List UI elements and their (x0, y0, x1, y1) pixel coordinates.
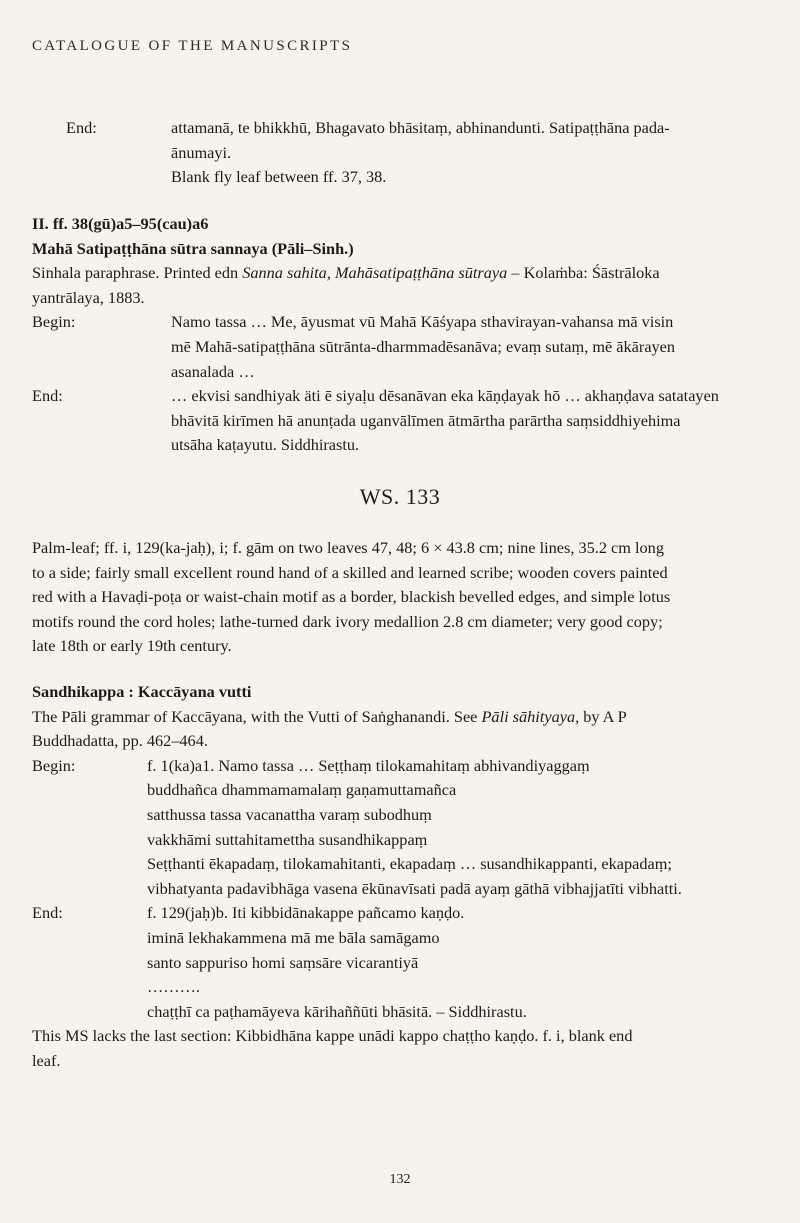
description-line-2: Buddhadatta, pp. 462–464. (32, 731, 208, 751)
end-label: End: (66, 118, 97, 137)
text-line: iminā lekhakammena mā me bāla samāgamo (147, 927, 440, 947)
text-line: mē Mahā-satipaṭṭhāna sūtrānta-dharmmadēsanāva; evaṃ sutaṃ, mē ākārayen (171, 336, 676, 356)
end-row (32, 384, 762, 458)
section-ii (32, 212, 762, 458)
begin-label: Begin: (32, 312, 76, 332)
text-line: Seṭṭhanti ēkapadaṃ, tilokamahitanti, ekapadaṃ … susandhikappanti, ekapadaṃ; (147, 854, 672, 874)
text-line: motifs round the cord holes; lathe-turned dark ivory medallion 2.8 cm diameter; very good copy; (32, 611, 663, 631)
ellipsis-line: ………. (147, 977, 200, 997)
manuscript-title: WS. 133 (359, 484, 441, 509)
page-number: 132 (389, 1172, 411, 1187)
text-line: vakkhāmi suttahitamettha susandhikappaṃ (147, 829, 428, 849)
text-line: asanalada … (171, 361, 255, 381)
begin-row (32, 754, 762, 902)
text-line: … ekvisi sandhiyak äti ē siyaḷu dēsanāvan eka kāṇḍayak hō … akhaṇḍava satatayen (171, 386, 719, 406)
closing-note-2: leaf. (32, 1050, 61, 1070)
end-row (66, 116, 766, 190)
text-line: ānumayi. (171, 142, 232, 162)
text-line: attamanā, te bhikkhū, Bhagavato bhāsitaṃ, abhinandunti. Satipaṭṭhāna pada- (171, 118, 670, 137)
text-line: f. 129(jaḥ)b. Iti kibbidānakappe pañcamo kaṇḍo. (147, 903, 465, 923)
text-line: utsāha kaṭayutu. Siddhirastu. (171, 435, 360, 455)
end-label: End: (32, 386, 63, 406)
sandhikappa-entry (32, 680, 762, 1074)
blank-leaf-note: Blank fly leaf between ff. 37, 38. (171, 167, 387, 187)
previous-item-end (66, 116, 766, 190)
text-line: to a side; fairly small excellent round hand of a skilled and learned scribe; wooden covers painted (32, 562, 668, 582)
section-title: Mahā Satipaṭṭhāna sūtra sannaya (Pāli–Sinh.) (32, 238, 354, 258)
end-label: End: (32, 903, 63, 923)
text-line: satthussa tassa vacanattha varaṃ subodhuṃ (147, 804, 432, 824)
text-line: Palm-leaf; ff. i, 129(ka-jaḥ), i; f. gām on two leaves 47, 48; 6 × 43.8 cm; nine lines, 35.2 cm long (32, 538, 664, 557)
text-line: late 18th or early 19th century. (32, 636, 232, 656)
section-heading: II. ff. 38(gū)a5–95(cau)a6 (32, 214, 209, 233)
paraphrase-line: Sinhala paraphrase. Printed edn Sanna sahita, Mahāsatipaṭṭhāna sūtraya – Kolaṁba: Śāstrāloka (32, 263, 660, 283)
work-title: Sandhikappa : Kaccāyana vutti (32, 682, 252, 701)
text-line: Namo tassa … Me, āyusmat vū Mahā Kāśyapa sthavirayan-vahansa mā visin (171, 312, 674, 332)
text-line: santo sappuriso homi saṃsāre vicarantiyā (147, 952, 419, 972)
description-line: The Pāli grammar of Kaccāyana, with the Vutti of Saṅghanandi. See Pāli sāhityaya, by A P (32, 706, 627, 726)
paraphrase-line-2: yantrālaya, 1883. (32, 287, 145, 307)
physical-description (32, 536, 762, 659)
text-line: buddhañca dhammamamalaṃ gaṇamuttamañca (147, 780, 457, 800)
text-line: f. 1(ka)a1. Namo tassa … Seṭṭhaṃ tilokamahitaṃ abhivandiyaggaṃ (147, 755, 590, 775)
end-row (32, 901, 762, 1024)
text-line: bhāvitā kirīmen hā anunṭada uganvālīmen ātmārtha parārtha saṃsiddhiyehima (171, 410, 681, 430)
running-header: CATALOGUE OF THE MANUSCRIPTS (32, 38, 353, 54)
text-line: vibhatyanta padavibhāga vasena ēkūnavīsati padā ayaṃ gāthā vibhajjatīti vibhatti. (147, 878, 682, 898)
text-line: red with a Havaḍi-poṭa or waist-chain motif as a border, blackish bevelled edges, and simple lotus (32, 587, 671, 607)
closing-note: This MS lacks the last section: Kibbidhāna kappe unādi kappo chaṭṭho kaṇḍo. f. i, blank end (32, 1026, 633, 1046)
begin-row (32, 310, 762, 384)
begin-label: Begin: (32, 755, 76, 775)
text-line: chaṭṭhī ca paṭhamāyeva kārihaññūti bhāsitā. – Siddhirastu. (147, 1001, 527, 1021)
